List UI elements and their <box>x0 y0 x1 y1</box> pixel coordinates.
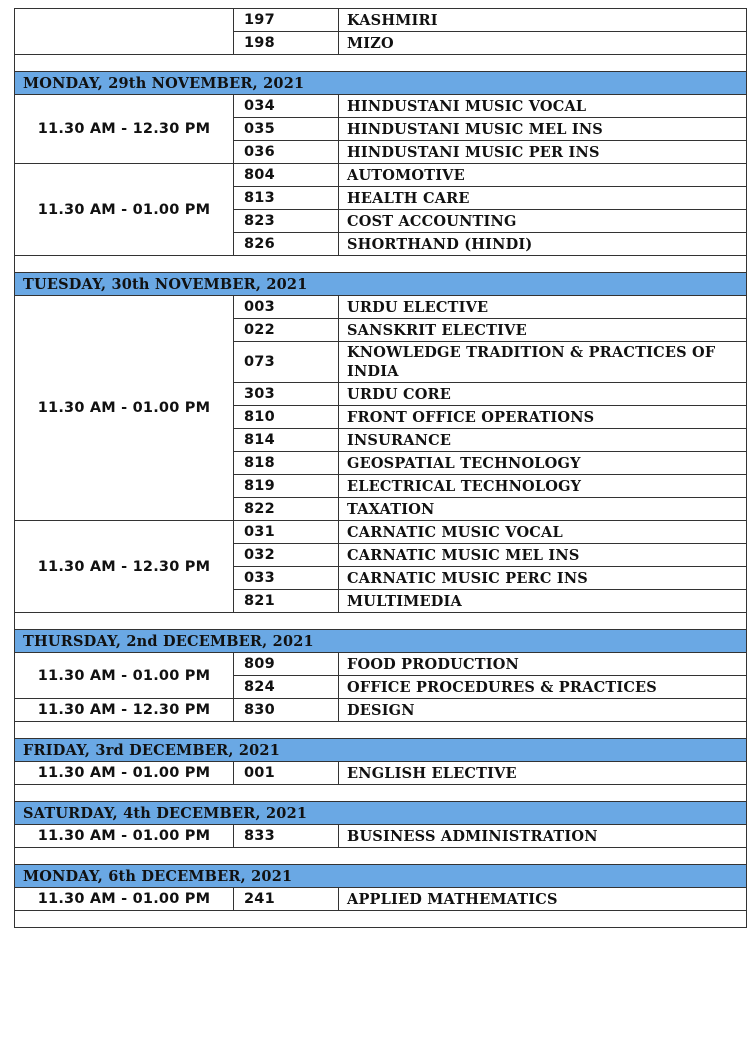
subject-code: 033 <box>234 567 339 590</box>
subject-code: 824 <box>234 676 339 699</box>
section-spacer <box>15 55 747 72</box>
exam-date: THURSDAY, 2nd DECEMBER, 2021 <box>15 630 747 653</box>
exam-schedule-table <box>14 8 747 928</box>
subject-code: 032 <box>234 544 339 567</box>
subject-name: INSURANCE <box>339 429 747 452</box>
table-row <box>15 888 747 911</box>
time-cell-empty <box>15 9 234 55</box>
date-sheet <box>14 8 746 928</box>
exam-time: 11.30 AM - 01.00 PM <box>15 825 234 848</box>
subject-name: HINDUSTANI MUSIC MEL INS <box>339 118 747 141</box>
subject-code: 001 <box>234 762 339 785</box>
exam-time: 11.30 AM - 01.00 PM <box>15 164 234 256</box>
subject-code: 197 <box>234 9 339 32</box>
subject-name: HINDUSTANI MUSIC PER INS <box>339 141 747 164</box>
subject-name: GEOSPATIAL TECHNOLOGY <box>339 452 747 475</box>
subject-code: 303 <box>234 383 339 406</box>
subject-code: 830 <box>234 699 339 722</box>
section-spacer <box>15 613 747 630</box>
table-row <box>15 296 747 319</box>
table-row <box>15 762 747 785</box>
subject-code: 022 <box>234 319 339 342</box>
subject-name: COST ACCOUNTING <box>339 210 747 233</box>
subject-name: APPLIED MATHEMATICS <box>339 888 747 911</box>
subject-name: HINDUSTANI MUSIC VOCAL <box>339 95 747 118</box>
subject-name: MULTIMEDIA <box>339 590 747 613</box>
subject-code: 198 <box>234 32 339 55</box>
subject-name: SANSKRIT ELECTIVE <box>339 319 747 342</box>
section-spacer <box>15 785 747 802</box>
table-row <box>15 699 747 722</box>
date-header-row <box>15 739 747 762</box>
exam-date: TUESDAY, 30th NOVEMBER, 2021 <box>15 273 747 296</box>
date-header-row <box>15 72 747 95</box>
table-row <box>15 521 747 544</box>
subject-code: 035 <box>234 118 339 141</box>
subject-name: TAXATION <box>339 498 747 521</box>
date-header-row <box>15 865 747 888</box>
subject-name: FRONT OFFICE OPERATIONS <box>339 406 747 429</box>
subject-code: 241 <box>234 888 339 911</box>
subject-code: 073 <box>234 342 339 383</box>
subject-name: OFFICE PROCEDURES & PRACTICES <box>339 676 747 699</box>
subject-code: 813 <box>234 187 339 210</box>
subject-name: URDU CORE <box>339 383 747 406</box>
subject-code: 809 <box>234 653 339 676</box>
subject-name: KNOWLEDGE TRADITION & PRACTICES OF INDIA <box>339 342 747 383</box>
subject-name: URDU ELECTIVE <box>339 296 747 319</box>
subject-code: 003 <box>234 296 339 319</box>
subject-name: CARNATIC MUSIC MEL INS <box>339 544 747 567</box>
subject-name: FOOD PRODUCTION <box>339 653 747 676</box>
table-row <box>15 825 747 848</box>
subject-code: 818 <box>234 452 339 475</box>
exam-time: 11.30 AM - 01.00 PM <box>15 888 234 911</box>
subject-name: CARNATIC MUSIC PERC INS <box>339 567 747 590</box>
date-header-row <box>15 273 747 296</box>
exam-time: 11.30 AM - 12.30 PM <box>15 521 234 613</box>
subject-code: 833 <box>234 825 339 848</box>
exam-date: SATURDAY, 4th DECEMBER, 2021 <box>15 802 747 825</box>
subject-code: 810 <box>234 406 339 429</box>
exam-time: 11.30 AM - 12.30 PM <box>15 95 234 164</box>
subject-code: 821 <box>234 590 339 613</box>
subject-name: ENGLISH ELECTIVE <box>339 762 747 785</box>
subject-code: 822 <box>234 498 339 521</box>
subject-code: 819 <box>234 475 339 498</box>
exam-date: MONDAY, 29th NOVEMBER, 2021 <box>15 72 747 95</box>
table-row <box>15 164 747 187</box>
exam-time: 11.30 AM - 01.00 PM <box>15 296 234 521</box>
exam-time: 11.30 AM - 12.30 PM <box>15 699 234 722</box>
exam-date: FRIDAY, 3rd DECEMBER, 2021 <box>15 739 747 762</box>
subject-code: 036 <box>234 141 339 164</box>
subject-name: KASHMIRI <box>339 9 747 32</box>
subject-name: BUSINESS ADMINISTRATION <box>339 825 747 848</box>
subject-name: AUTOMOTIVE <box>339 164 747 187</box>
table-row <box>15 95 747 118</box>
exam-time: 11.30 AM - 01.00 PM <box>15 653 234 699</box>
section-spacer <box>15 256 747 273</box>
subject-code: 826 <box>234 233 339 256</box>
subject-name: DESIGN <box>339 699 747 722</box>
subject-code: 823 <box>234 210 339 233</box>
exam-time: 11.30 AM - 01.00 PM <box>15 762 234 785</box>
subject-name: SHORTHAND (HINDI) <box>339 233 747 256</box>
section-spacer <box>15 722 747 739</box>
exam-date: MONDAY, 6th DECEMBER, 2021 <box>15 865 747 888</box>
subject-code: 814 <box>234 429 339 452</box>
table-row <box>15 9 747 32</box>
subject-name: ELECTRICAL TECHNOLOGY <box>339 475 747 498</box>
date-header-row <box>15 802 747 825</box>
subject-name: HEALTH CARE <box>339 187 747 210</box>
subject-code: 034 <box>234 95 339 118</box>
subject-name: MIZO <box>339 32 747 55</box>
subject-name: CARNATIC MUSIC VOCAL <box>339 521 747 544</box>
subject-code: 804 <box>234 164 339 187</box>
table-row <box>15 653 747 676</box>
section-spacer <box>15 848 747 865</box>
schedule-body <box>15 9 747 928</box>
date-header-row <box>15 630 747 653</box>
section-spacer <box>15 911 747 928</box>
subject-code: 031 <box>234 521 339 544</box>
